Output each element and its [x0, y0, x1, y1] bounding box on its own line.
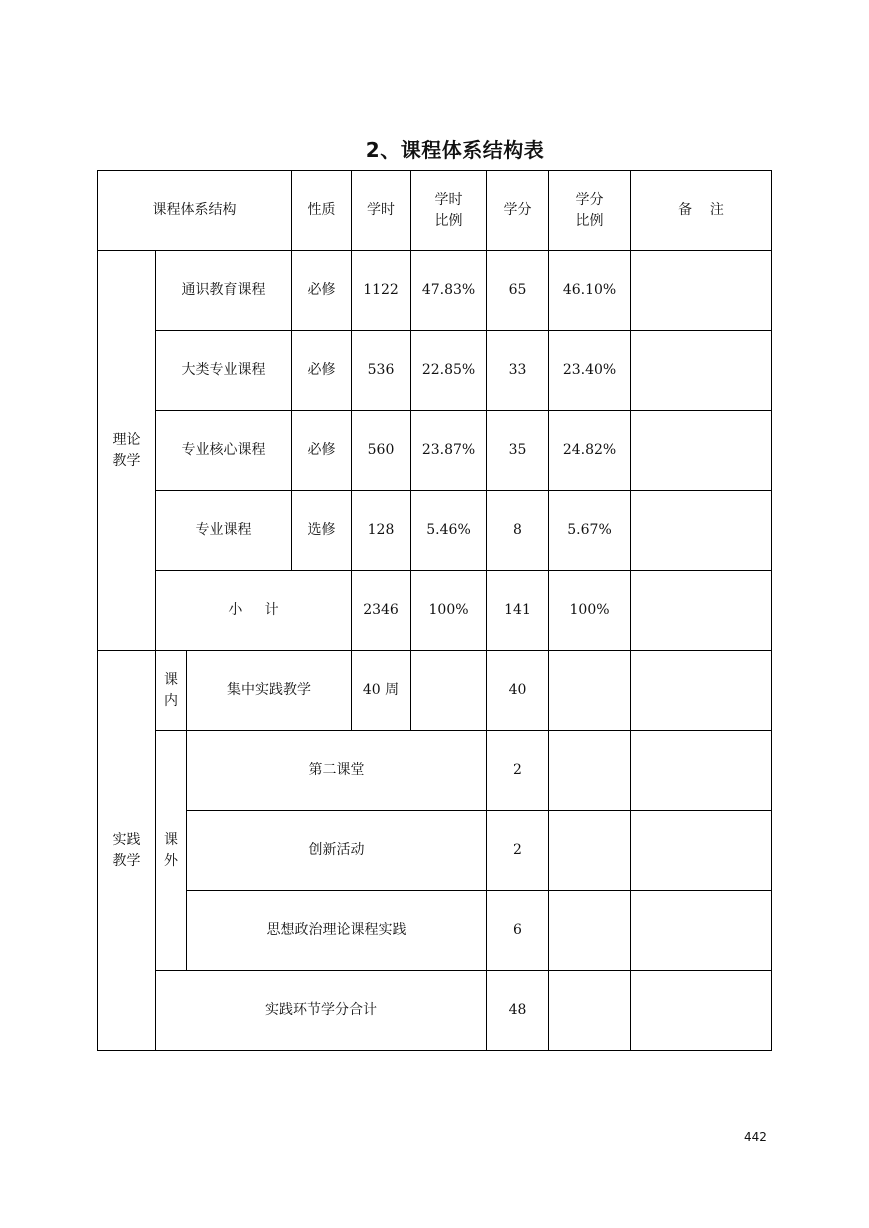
- course-remark: [631, 331, 772, 411]
- header-credits-ratio-line1: 学分: [575, 191, 604, 208]
- subtotal-remark: [631, 571, 772, 651]
- course-credits: 65: [487, 251, 549, 331]
- practice-label-line2: 教学: [112, 852, 141, 869]
- page-title: 2、课程体系结构表: [365, 138, 545, 162]
- course-credits-ratio: [549, 971, 631, 1051]
- course-credits-ratio: [549, 651, 631, 731]
- course-hours-ratio: 22.85%: [411, 331, 487, 411]
- course-credits: 8: [487, 491, 549, 571]
- course-remark: [631, 491, 772, 571]
- subtotal-hours-ratio: 100%: [411, 571, 487, 651]
- course-nature: 选修: [292, 491, 352, 571]
- header-hours-ratio-line1: 学时: [434, 191, 463, 208]
- outclass-label: [156, 731, 187, 971]
- table-row: [98, 651, 772, 731]
- inclass-label: [156, 651, 187, 731]
- table-row: [98, 811, 772, 891]
- course-name: 专业核心课程: [156, 411, 292, 491]
- course-hours: 536: [352, 331, 411, 411]
- course-credits: 35: [487, 411, 549, 491]
- header-credits-ratio-line2: 比例: [575, 212, 604, 229]
- course-hours-ratio: [411, 651, 487, 731]
- course-hours-ratio: 5.46%: [411, 491, 487, 571]
- practice-total-label: 实践环节学分合计: [156, 971, 487, 1051]
- course-name: 通识教育课程: [156, 251, 292, 331]
- course-credits-ratio: 24.82%: [549, 411, 631, 491]
- subtotal-hours: 2346: [352, 571, 411, 651]
- header-hours-ratio-line2: 比例: [434, 212, 463, 229]
- theory-label-line2: 教学: [112, 452, 141, 469]
- course-name: 第二课堂: [187, 731, 487, 811]
- subtotal-row: [98, 571, 772, 651]
- header-hours: 学时: [352, 171, 411, 251]
- outclass-label-line1: 课: [164, 831, 178, 848]
- header-credits: 学分: [487, 171, 549, 251]
- outclass-label-line2: 外: [164, 852, 178, 869]
- course-hours-ratio: 23.87%: [411, 411, 487, 491]
- header-structure: 课程体系结构: [98, 171, 292, 251]
- curriculum-structure-table: [97, 170, 772, 1051]
- practice-total-row: [98, 971, 772, 1051]
- theory-label-line1: 理论: [112, 431, 141, 448]
- course-remark: [631, 891, 772, 971]
- table-row: [98, 331, 772, 411]
- course-hours-ratio: 47.83%: [411, 251, 487, 331]
- table-row: [98, 251, 772, 331]
- course-remark: [631, 651, 772, 731]
- inclass-label-line1: 课: [164, 671, 178, 688]
- header-hours-ratio: [411, 171, 487, 251]
- subtotal-credits-ratio: 100%: [549, 571, 631, 651]
- course-credits: 40: [487, 651, 549, 731]
- course-name: 集中实践教学: [187, 651, 352, 731]
- course-credits-ratio: [549, 891, 631, 971]
- course-remark: [631, 811, 772, 891]
- course-name: 大类专业课程: [156, 331, 292, 411]
- course-name: 思想政治理论课程实践: [187, 891, 487, 971]
- course-credits-ratio: 5.67%: [549, 491, 631, 571]
- header-row: [98, 171, 772, 251]
- table-row: [98, 731, 772, 811]
- course-credits: 2: [487, 731, 549, 811]
- inclass-label-line2: 内: [164, 692, 178, 709]
- table-row: [98, 491, 772, 571]
- table-row: [98, 891, 772, 971]
- course-hours: 128: [352, 491, 411, 571]
- course-credits: 33: [487, 331, 549, 411]
- page-number: 442: [744, 1130, 767, 1144]
- course-nature: 必修: [292, 411, 352, 491]
- practice-label-line1: 实践: [112, 831, 141, 848]
- header-credits-ratio: [549, 171, 631, 251]
- course-credits: 2: [487, 811, 549, 891]
- course-nature: 必修: [292, 251, 352, 331]
- course-hours: 560: [352, 411, 411, 491]
- theory-teaching-label: [98, 251, 156, 651]
- course-credits: 6: [487, 891, 549, 971]
- course-credits-ratio: 46.10%: [549, 251, 631, 331]
- course-hours: 1122: [352, 251, 411, 331]
- subtotal-label: 小 计: [156, 571, 352, 651]
- subtotal-credits: 141: [487, 571, 549, 651]
- table-row: [98, 411, 772, 491]
- course-nature: 必修: [292, 331, 352, 411]
- course-remark: [631, 411, 772, 491]
- course-remark: [631, 971, 772, 1051]
- practice-total-credits: 48: [487, 971, 549, 1051]
- course-credits-ratio: [549, 731, 631, 811]
- course-credits-ratio: 23.40%: [549, 331, 631, 411]
- practice-teaching-label: [98, 651, 156, 1051]
- course-remark: [631, 251, 772, 331]
- course-credits-ratio: [549, 811, 631, 891]
- course-name: 专业课程: [156, 491, 292, 571]
- course-hours: 40 周: [352, 651, 411, 731]
- course-remark: [631, 731, 772, 811]
- header-remark: 备 注: [631, 171, 772, 251]
- course-name: 创新活动: [187, 811, 487, 891]
- header-nature: 性质: [292, 171, 352, 251]
